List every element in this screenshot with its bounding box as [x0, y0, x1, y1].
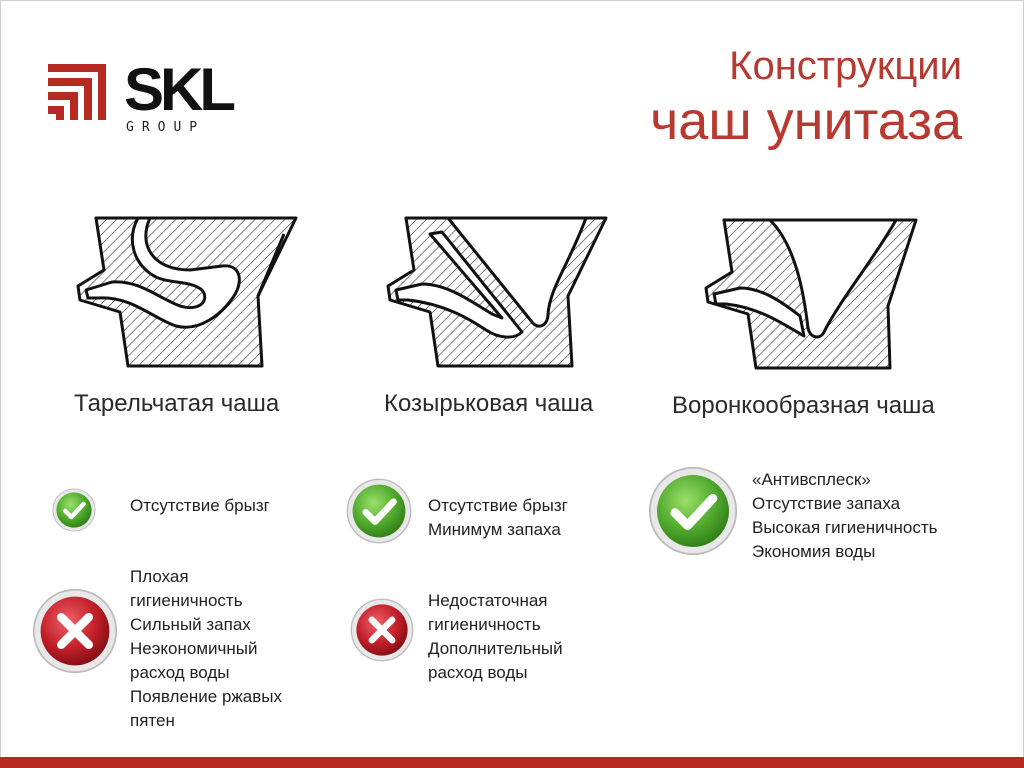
pros-list-plate [130, 494, 270, 518]
con-item: Неэкономичный [130, 639, 258, 658]
skl-group-logo [48, 56, 278, 140]
con-item: расход воды [130, 663, 230, 682]
pro-item: Экономия воды [752, 542, 876, 561]
pros-list-funnel [752, 468, 937, 564]
logo-subtitle: GROUP [126, 120, 206, 135]
bowl-diagram-plate [72, 214, 302, 370]
cross-icon [32, 588, 118, 674]
bowl-label-plate: Тарельчатая чаша [74, 390, 280, 417]
logo-mark-icon [48, 64, 112, 124]
con-item: гигиеничность [130, 591, 243, 610]
bowl-diagram-visor [382, 214, 612, 370]
logo-word: SKL [124, 56, 232, 123]
bottom-accent-bar [0, 757, 1024, 768]
title-line-1: Конструкции [729, 44, 962, 88]
title-line-2: чаш унитаза [650, 91, 962, 151]
con-item: Появление ржавых [130, 687, 282, 706]
bowl-label-funnel: Воронкообразная чаша [672, 392, 935, 419]
pros-list-visor [428, 494, 568, 542]
bowl-diagram-funnel [700, 216, 930, 372]
cons-list-plate [130, 565, 282, 733]
check-icon [648, 466, 738, 556]
con-item: пятен [130, 711, 175, 730]
pro-item: Минимум запаха [428, 520, 561, 539]
pro-item: Высокая гигиеничность [752, 518, 938, 537]
check-icon [52, 488, 96, 532]
check-icon [346, 478, 412, 544]
pro-item: Отсутствие запаха [752, 494, 901, 513]
pro-item: Отсутствие брызг [130, 496, 270, 515]
cross-icon [350, 598, 414, 662]
bowl-label-visor: Козырьковая чаша [384, 390, 594, 417]
con-item: гигиеничность [428, 615, 541, 634]
pro-item: Отсутствие брызг [428, 496, 568, 515]
cons-list-visor [428, 589, 563, 685]
con-item: Недостаточная [428, 591, 548, 610]
pro-item: «Антивсплеск» [752, 470, 871, 489]
con-item: Сильный запах [130, 615, 251, 634]
con-item: Дополнительный [428, 639, 563, 658]
con-item: Плохая [130, 567, 189, 586]
con-item: расход воды [428, 663, 528, 682]
